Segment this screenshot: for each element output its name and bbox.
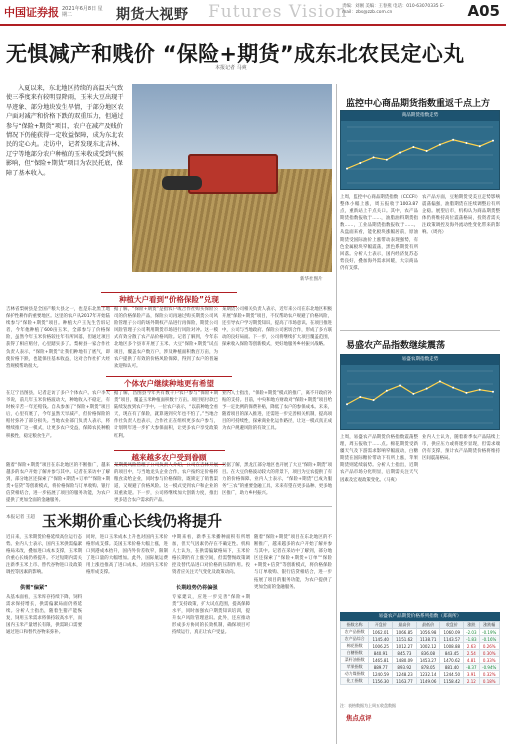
table-row	[341, 629, 500, 636]
table-cell: -0.16%	[479, 636, 499, 643]
sidebar-title-1: 监控中心商品期货指数重返千点上方	[346, 99, 491, 109]
data-point	[426, 388, 428, 390]
table-row	[341, 650, 500, 657]
table-cell: 白糖指数	[341, 650, 369, 657]
table-cell: 3.91	[464, 671, 479, 678]
data-point	[479, 145, 481, 147]
issue-date: 2021年6月8日 星期二	[62, 6, 103, 18]
photo-credit: 新华社图片	[300, 277, 323, 282]
data-point	[479, 389, 481, 391]
data-point	[412, 393, 414, 395]
data-point	[426, 150, 428, 152]
sidebar-2-col-b: 业内人士认为，随着新季农产品陆续上市，供应压力或将逐步显现，但需求端仍有支撑，预计农产品期货价格将维持区间震荡格局。	[422, 435, 500, 462]
column-divider	[336, 84, 337, 744]
editor-info: 责编：刘刚 美编：王春燕 电话：010-63070335 E-mail：zbs@zzb.com.cn	[342, 4, 445, 15]
series-line	[347, 140, 493, 169]
subhead-1	[6, 292, 332, 307]
table-cell: 1143.57	[440, 636, 464, 643]
data-point	[386, 390, 388, 392]
table-cell: 1066.85	[393, 629, 417, 636]
table-cell: 1470.62	[440, 657, 464, 664]
bottom-subhead-2: 长期趋势仍将偏强	[176, 585, 218, 591]
chart-ccfi-plot	[341, 121, 499, 189]
table-header-cell: 涨跌幅	[479, 622, 499, 629]
table-note: 注：表格数据为上周五收盘数据	[340, 703, 396, 708]
story-col-9: 另据了解，黑龙江部分地区也开展了大豆“保险+期货”项目。在大豆价格波动较大的背景下，项目为豆农提供了有力的价格保障。业内人士表示，“保险+期货”已成为服务“三农”的重要金融工具，未来有望在更多品种、更多地区推广，助力乡村振兴。	[222, 463, 332, 497]
data-point	[465, 142, 467, 144]
table-header-row	[341, 622, 500, 629]
newspaper-logo: 中国证券报	[4, 6, 59, 19]
table-row	[341, 671, 500, 678]
story-col-2: 据了解，“保险+期货”是指农户或合作社购买保险公司的价格保险产品，保险公司再通过购买期货公司风险管理子公司的场外期权产品进行再保险，期货公司风险管理子公司利用期货市场进行风险对冲。这一模式有效分散了农产品价格风险。记者了解到，今年东北地区多个县市开展了玉米、大豆“保险+期货”试点项目，覆盖农户数万户，涉及种植面积数百万亩，为农户提供了有效的价格风险保障，得到了农户的普遍欢迎和认可。	[114, 307, 218, 369]
subhead-2-text: 个体农户继续种地更有希望	[106, 376, 232, 391]
table-cell: 1149.06	[416, 678, 440, 685]
focus-title: 焦点点评	[346, 714, 372, 722]
data-point	[439, 144, 441, 146]
section-title: 期货大视野	[116, 7, 189, 23]
subhead-1-text: 种植大户看到“价格保险”兑现	[101, 292, 237, 307]
story-col-7: 随着“保险+期货”项目在东北地区的不断推广，越来越多的农户开始了解并参与其中。记者在采访中了解到，部分地区还探索了“保险+期货+订单”“保险+期货+信贷”等创新模式，将价格保险与订单收购、银行信贷相结合，进一步拓展了项目的服务功能，为农户提供了更加全面的金融服务。	[6, 463, 110, 504]
table-cell: 0.26%	[479, 643, 499, 650]
table-cell: 1232.14	[416, 671, 440, 678]
data-point	[359, 162, 361, 164]
table-cell: 0.33%	[479, 657, 499, 664]
table-header-cell: 指数名称	[341, 622, 369, 629]
bottom-col-1: 近日来，玉米期货价格延续高位运行态势。业内人士表示，国内玉米供需偏紧格局未改，叠加进口成本支撑，玉米期价重心长线仍将提升。不过短期内需关注新季玉米上市、替代谷物进口及政策调控等因素的影响。	[6, 535, 82, 576]
table-cell: -0.19%	[479, 629, 499, 636]
bottom-subhead-1: 供需“偏紧”	[20, 585, 48, 591]
table-row	[341, 636, 500, 643]
sidebar-1-col-a: 上周，监控中心商品期货指数（CCCFI）整体小幅上涨，周五报收于1003.87点，重新站上千点关口。其中，农产品期货指数报收于……，油脂油料期货指数……，工业品期货指数报收于……。从盘面来看，能化板块涨幅居前，原油期货受国际油价上涨带动表现强势，有色金属板块窄幅震荡，黑色系期货有所回落。分析人士表示，国内经济复苏态势良好，叠加海外需求回暖，大宗商品仍有支撑。	[340, 195, 418, 271]
table-row	[341, 664, 500, 671]
data-point	[399, 152, 401, 154]
table-cell: 2.63	[464, 643, 479, 650]
data-point	[452, 139, 454, 141]
table-cell: 1465.81	[369, 657, 393, 664]
table-cell: -2.03	[464, 629, 479, 636]
table-cell: 889.77	[369, 664, 393, 671]
data-point	[386, 159, 388, 161]
table-cell: 农产品综合	[341, 636, 369, 643]
table-cell: 0.18%	[479, 678, 499, 685]
story-divider	[6, 506, 332, 507]
table-cell: 1248.23	[393, 671, 417, 678]
data-point	[359, 396, 361, 398]
table-cell: 0.30%	[479, 650, 499, 657]
table-cell: 1002.12	[416, 643, 440, 650]
table-cell: -0.94%	[479, 664, 499, 671]
table-cell: 1163.77	[393, 678, 417, 685]
table-cell: 878.05	[416, 664, 440, 671]
table-cell: 1062.01	[369, 629, 393, 636]
story-col-5: 据了解，昌图县今年共有数千户农户参与“保险+期货”项目，覆盖玉米种植面积数十万亩。项目赔付款已陆续发放到农户手中。一位农户表示，“以前种地全看天，现在有了保险，就算遇到灾年也不怕了。”当地合作社负责人也表示，合作社正在组织更多农户参与，计划明年进一步扩大参保面积，让更多农户享受政策红利。	[114, 391, 218, 439]
table-cell: 845.73	[393, 650, 417, 657]
subhead-2	[6, 376, 332, 391]
bottom-col-3: 同时，进口玉米成本上升也对国内玉米价格形成支撑。美国玉米价格大幅上涨，进口到港成本抬升，国内外价差收窄，限制了进口量的大幅增加。此外，国际航运费用上涨也推高了进口成本，对国内玉米价格形成支撑。	[86, 535, 168, 576]
table-cell: 1060.09	[440, 629, 464, 636]
chart-zce-title: 易盛农期指数走势	[341, 355, 499, 365]
harvest-photo	[132, 84, 332, 272]
table-cell: 动力煤指数	[341, 671, 369, 678]
data-point	[399, 385, 401, 387]
table-cell: 1480.09	[393, 657, 417, 664]
table-cell: 菜籽油指数	[341, 657, 369, 664]
table-header-cell: 最高价	[393, 622, 417, 629]
data-point	[492, 140, 494, 142]
main-byline: 本报记者 马爽	[215, 65, 247, 71]
table-cell: 840.91	[369, 650, 393, 657]
story-col-6: 业内人士指出，“保险+期货”模式的推广，离不开政府补贴的支持。目前，中央和地方财政对“保险+期货”项目给予一定比例的保费补贴，降低了农户的参保成本。未来，随着项目的深入推进，还需进一步完善相关机制，提高项目的可持续性，探索商业化运作路径，让这一模式真正成为农户规避风险的有效工具。	[222, 391, 332, 432]
table-cell: 1006.25	[369, 643, 393, 650]
table-cell: -8.37	[464, 664, 479, 671]
table-cell: 苹果指数	[341, 664, 369, 671]
table-cell: 1012.27	[393, 643, 417, 650]
data-point	[346, 168, 348, 170]
main-headline: 无惧减产和贱价 “保险+期货”成东北农民定心丸	[6, 42, 465, 66]
data-point	[452, 387, 454, 389]
table-cell: 1145.40	[369, 636, 393, 643]
subhead-3-text: 越来越多农户受到眷顾	[114, 450, 225, 465]
sidebar-divider-1	[340, 330, 500, 331]
table-cell: 1156.30	[369, 678, 393, 685]
table-row	[341, 678, 500, 685]
table-cell: 843.45	[440, 650, 464, 657]
combine-harvester	[188, 154, 278, 194]
chart-ccfi-title: 商品期货指数走势	[341, 111, 499, 121]
bottom-col-2: 从基本面看，玉米库存持续下降，饲料需求保持增长，供需偏紧局面仍将延续。分析人士指出，随着生猪产能恢复，饲用玉米需求将保持较高水平，而国内玉米产量增长有限，供需缺口需要通过进口和替代谷物来弥补。	[6, 595, 82, 636]
table-cell: 836.08	[416, 650, 440, 657]
bottom-col-6: 随着“保险+期货”项目在东北地区的不断推广，越来越多的农户开始了解并参与其中。记者在采访中了解到，部分地区还探索了“保险+期货+订单”“保险+期货+信贷”等创新模式，将价格保险与订单收购、银行信贷相结合，进一步拓展了项目的服务功能，为农户提供了更加全面的金融服务。	[254, 535, 332, 590]
series-line	[347, 381, 493, 404]
index-table-title: 易盛农产品期货价格系列指数（郑商所）	[340, 612, 500, 621]
bottom-byline: 本报记者 王超	[6, 515, 36, 520]
section-title-en: Futures Vision	[208, 2, 348, 22]
table-cell: 2.54	[464, 650, 479, 657]
table-cell: 棉花指数	[341, 643, 369, 650]
table-header-cell: 涨跌	[464, 622, 479, 629]
table-body	[341, 629, 500, 685]
table-cell: 1151.62	[393, 636, 417, 643]
sidebar-1-col-b: 农产品方面，豆粕期货受美豆走势影响震荡偏强，油脂期货在连续调整后有所企稳。展望后市，机构认为商品期货整体仍将维持高位震荡格局，投资者需关注政策调控及海外流动性变化带来的影响。（周亮）	[422, 195, 500, 236]
data-point	[492, 391, 494, 393]
story-col-8: 某期货风险管理子公司负责人介绍，公司在吉林开展的项目中，与当地龙头企业合作，农户按约定价格将粮食卖给企业，同时参与价格保险，既锁定了销售渠道，又规避了价格风险。这一模式受到农户和企业的双重欢迎。下一步，公司将继续加大创新力度，推出更多适合农户需求的产品。	[114, 463, 218, 504]
table-cell: 4.81	[464, 657, 479, 664]
table-cell: 893.92	[393, 664, 417, 671]
table-cell: 0.32%	[479, 671, 499, 678]
table-cell: 1056.98	[416, 629, 440, 636]
data-point	[465, 392, 467, 394]
sidebar-2-col-a: 上周，易盛农产品期货价格指数震荡整理，周五报收于……点。棉花期货受新疆天气及下游需求影响窄幅波动，白糖期货在国际糖价带动下有所上涨，苹果期货则延续弱势。分析人士指出，近期农产品市场分化明显，后期需关注天气因素及宏观政策变化。（马爽）	[340, 435, 418, 483]
table-cell: 1158.42	[440, 678, 464, 685]
story-col-1: 吉林省梨树县是全国产粮大县之一，也是东北黑土地保护性耕作的重要地区。这里的农户从2017年开始陆续参与“保险+期货”项目。种植大户王先生告诉记者，今年他种植了600亩玉米，全部参与了价格保险，虽然今年玉米价格较往年有所回落，但通过项目获得了相应赔付，心里踏实多了。梨树县一家合作社负责人表示，“保险+期货”让我们种地有了底气，即使价格下跌，也能保住基本收益，这对合作社扩大经营规模帮助很大。	[6, 307, 110, 369]
table-header-cell: 最低价	[416, 622, 440, 629]
data-point	[373, 399, 375, 401]
table-cell: 1453.27	[416, 657, 440, 664]
table-cell: 化工指数	[341, 678, 369, 685]
sidebar-title-2: 易盛农产品指数继续震荡	[346, 341, 446, 351]
bottom-col-5: 专家建议，应进一步完善“保险+期货”支持政策，扩大试点范围，提高保障水平，同时加强农户期货知识培训，提升农户风险管理意识。此外，还应推动形成多方协同的长效机制，确保项目可持续运行，真正让农户受益。	[172, 595, 250, 636]
table-cell: 1244.50	[440, 671, 464, 678]
data-point	[346, 403, 348, 405]
table-cell: 1240.59	[369, 671, 393, 678]
tractor	[162, 176, 202, 190]
chart-zce-plot	[341, 365, 499, 429]
bottom-col-4: 中期来看，新季玉米播种面积有所增加，但天气因素仍存在不确定性。机构人士认为，在供需偏紧格局下，玉米价格长期仍有上涨空间，但需警惕政策调控及替代品进口对价格的压制作用。投资者应关注天气变化及政策动向。	[172, 535, 250, 576]
table-cell: -1.83	[464, 636, 479, 643]
data-point	[412, 146, 414, 148]
chart-ccfi	[340, 110, 500, 190]
story-col-3: 某期货公司相关负责人表示，近年来公司在东北地区积极开展“保险+期货”项目，不仅帮助农户规避了价格风险，还引导农户学习期货知识，提高了市场意识。在项目推进中，公司与当地政府、保险公司密切合作，形成了多方联动的良好局面。下一步，公司将继续扩大项目覆盖范围，探索收入保险等创新模式，更好地服务乡村振兴战略。	[222, 307, 332, 348]
chart-zce	[340, 354, 500, 430]
table-row	[341, 657, 500, 664]
data-point	[373, 156, 375, 158]
table-header-cell: 开盘价	[369, 622, 393, 629]
table-row	[341, 643, 500, 650]
table-header-cell: 收盘价	[440, 622, 464, 629]
masthead-rule	[0, 24, 506, 26]
table-cell: 2.12	[464, 678, 479, 685]
page-number: A05	[467, 2, 500, 20]
table-cell: 881.40	[440, 664, 464, 671]
table-cell: 农产品指数	[341, 629, 369, 636]
table-cell: 1008.88	[440, 643, 464, 650]
data-point	[439, 380, 441, 382]
index-table	[340, 612, 500, 685]
table-cell: 1138.71	[416, 636, 440, 643]
bottom-headline: 玉米期价重心长线仍将提升	[42, 512, 223, 530]
story-col-4: 在辽宁昌图县，记者走访了多户个体农户。农户李大爷说，前几年玉米价格波动大，种地收入不稳定，有时候辛苦一年还赔钱。自从参加了“保险+期货”项目后，心里有底了，今年虽然天旱减产，但价格保险的赔付弥补了部分损失。当地农业部门负责人表示，将继续推广这一模式，让更多农户受益，保障农民种粮积极性，稳定粮食生产。	[6, 391, 110, 439]
lead-paragraph: 入夏以来，东北地区持续的高温天气致使三季度来有较明显降雨，玉米大豆出现干旱迹象、部分地块发生旱情，于部分地区农户面对减产和价格下跌的双重压力，但通过参与“保险+期货”项目，农户在减产及贱价情况下仍能获得一定收益保障，成为东北农民的定心丸。走访中，记者发现东北吉林、辽宁等地部分农户种植的玉米收成受到气候影响，但“保险+期货”项目为农民托底，保障了基本收入。	[6, 85, 124, 177]
index-table-grid	[340, 621, 500, 685]
masthead	[0, 0, 506, 24]
